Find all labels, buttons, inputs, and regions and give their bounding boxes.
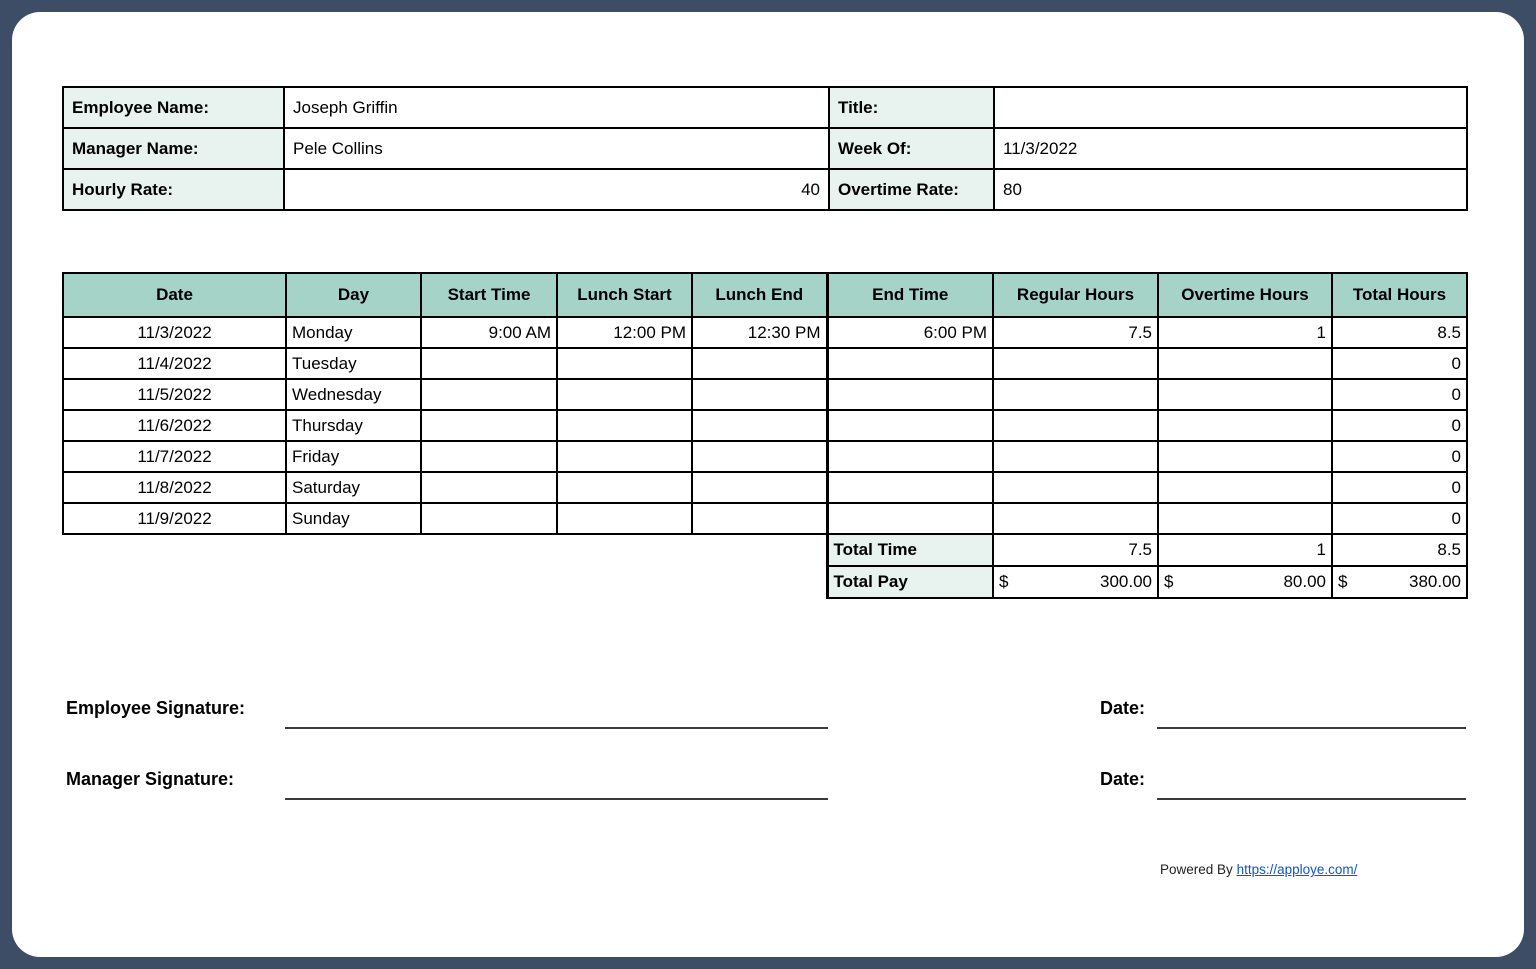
info-row-employee bbox=[63, 87, 1467, 128]
cell-lunch-start[interactable] bbox=[557, 472, 692, 503]
cell-total-hours: 0 bbox=[1332, 379, 1467, 410]
cell-day[interactable]: Thursday bbox=[286, 410, 421, 441]
cell-lunch-end[interactable] bbox=[692, 379, 827, 410]
cell-date[interactable]: 11/4/2022 bbox=[63, 348, 286, 379]
total-pay-regular bbox=[993, 566, 1158, 598]
employee-signature-label: Employee Signature: bbox=[66, 698, 246, 718]
amount: 300.00 bbox=[1100, 572, 1152, 591]
title-label: Title: bbox=[829, 87, 994, 128]
cell-day[interactable]: Monday bbox=[286, 317, 421, 348]
cell-day[interactable]: Saturday bbox=[286, 472, 421, 503]
header-end-time: End Time bbox=[827, 273, 993, 317]
header-day: Day bbox=[286, 273, 421, 317]
cell-start-time[interactable] bbox=[421, 410, 557, 441]
cell-regular-hours[interactable]: 7.5 bbox=[993, 317, 1158, 348]
manager-name-value[interactable]: Pele Collins bbox=[284, 128, 829, 169]
cell-total-hours: 0 bbox=[1332, 472, 1467, 503]
header-start-time: Start Time bbox=[421, 273, 557, 317]
cell-lunch-start[interactable] bbox=[557, 348, 692, 379]
spacer-cell bbox=[63, 566, 827, 598]
cell-regular-hours[interactable] bbox=[993, 472, 1158, 503]
currency-symbol: $ bbox=[1338, 572, 1348, 591]
week-of-value[interactable]: 11/3/2022 bbox=[994, 128, 1467, 169]
employee-name-label: Employee Name: bbox=[63, 87, 284, 128]
footer bbox=[1160, 862, 1357, 877]
cell-lunch-start[interactable] bbox=[557, 441, 692, 472]
cell-lunch-end[interactable] bbox=[692, 410, 827, 441]
cell-lunch-start[interactable] bbox=[557, 503, 692, 534]
cell-regular-hours[interactable] bbox=[993, 503, 1158, 534]
cell-regular-hours[interactable] bbox=[993, 379, 1158, 410]
employee-name-value[interactable]: Joseph Griffin bbox=[284, 87, 829, 128]
cell-overtime-hours[interactable] bbox=[1158, 472, 1332, 503]
cell-total-hours: 0 bbox=[1332, 348, 1467, 379]
cell-regular-hours[interactable] bbox=[993, 410, 1158, 441]
header-overtime-hours: Overtime Hours bbox=[1158, 273, 1332, 317]
amount: 80.00 bbox=[1283, 572, 1326, 591]
table-row-saturday bbox=[63, 472, 1467, 503]
cell-overtime-hours[interactable] bbox=[1158, 503, 1332, 534]
info-row-manager bbox=[63, 128, 1467, 169]
date-label-1: Date: bbox=[1100, 698, 1146, 718]
cell-lunch-start[interactable] bbox=[557, 410, 692, 441]
cell-end-time[interactable] bbox=[827, 441, 993, 472]
total-pay-row bbox=[63, 566, 1467, 598]
cell-end-time[interactable]: 6:00 PM bbox=[827, 317, 993, 348]
cell-lunch-end[interactable] bbox=[692, 472, 827, 503]
cell-end-time[interactable] bbox=[827, 379, 993, 410]
powered-by-text: Powered By bbox=[1160, 862, 1233, 877]
hourly-rate-label: Hourly Rate: bbox=[63, 169, 284, 210]
manager-signature-label: Manager Signature: bbox=[66, 769, 235, 789]
cell-start-time[interactable] bbox=[421, 348, 557, 379]
title-value[interactable] bbox=[994, 87, 1467, 128]
table-row-tuesday bbox=[63, 348, 1467, 379]
table-row-sunday bbox=[63, 503, 1467, 534]
total-time-row bbox=[63, 534, 1467, 566]
header-regular-hours: Regular Hours bbox=[993, 273, 1158, 317]
cell-total-hours: 0 bbox=[1332, 441, 1467, 472]
cell-date[interactable]: 11/7/2022 bbox=[63, 441, 286, 472]
cell-total-hours: 0 bbox=[1332, 503, 1467, 534]
header-date: Date bbox=[63, 273, 286, 317]
cell-day[interactable]: Tuesday bbox=[286, 348, 421, 379]
cell-day[interactable]: Sunday bbox=[286, 503, 421, 534]
cell-regular-hours[interactable] bbox=[993, 348, 1158, 379]
cell-end-time[interactable] bbox=[827, 503, 993, 534]
header-total-hours: Total Hours bbox=[1332, 273, 1467, 317]
cell-date[interactable]: 11/9/2022 bbox=[63, 503, 286, 534]
manager-signature-line[interactable] bbox=[285, 778, 828, 800]
cell-start-time[interactable] bbox=[421, 472, 557, 503]
employee-signature-line[interactable] bbox=[285, 707, 828, 729]
table-row-thursday bbox=[63, 410, 1467, 441]
spacer-cell bbox=[63, 534, 827, 566]
cell-overtime-hours[interactable]: 1 bbox=[1158, 317, 1332, 348]
cell-date[interactable]: 11/8/2022 bbox=[63, 472, 286, 503]
date-line-1[interactable] bbox=[1157, 707, 1466, 729]
cell-lunch-start[interactable]: 12:00 PM bbox=[557, 317, 692, 348]
cell-regular-hours[interactable] bbox=[993, 441, 1158, 472]
week-of-label: Week Of: bbox=[829, 128, 994, 169]
table-row-wednesday bbox=[63, 379, 1467, 410]
info-row-rates bbox=[63, 169, 1467, 210]
cell-total-hours: 8.5 bbox=[1332, 317, 1467, 348]
total-time-total: 8.5 bbox=[1332, 534, 1467, 566]
total-time-regular: 7.5 bbox=[993, 534, 1158, 566]
cell-overtime-hours[interactable] bbox=[1158, 441, 1332, 472]
cell-end-time[interactable] bbox=[827, 410, 993, 441]
cell-lunch-end[interactable]: 12:30 PM bbox=[692, 317, 827, 348]
currency-symbol: $ bbox=[1164, 572, 1174, 591]
header-lunch-start: Lunch Start bbox=[557, 273, 692, 317]
cell-lunch-end[interactable] bbox=[692, 348, 827, 379]
header-lunch-end: Lunch End bbox=[692, 273, 827, 317]
cell-date[interactable]: 11/6/2022 bbox=[63, 410, 286, 441]
cell-total-hours: 0 bbox=[1332, 410, 1467, 441]
currency-symbol: $ bbox=[999, 572, 1009, 591]
total-pay-label: Total Pay bbox=[827, 566, 993, 598]
hourly-rate-value[interactable]: 40 bbox=[284, 169, 829, 210]
table-row-friday bbox=[63, 441, 1467, 472]
cell-lunch-end[interactable] bbox=[692, 441, 827, 472]
total-pay-total bbox=[1332, 566, 1467, 598]
cell-lunch-start[interactable] bbox=[557, 379, 692, 410]
cell-start-time[interactable] bbox=[421, 503, 557, 534]
employee-info-table bbox=[62, 86, 1468, 211]
timesheet-document bbox=[12, 12, 1524, 957]
cell-date[interactable]: 11/5/2022 bbox=[63, 379, 286, 410]
cell-overtime-hours[interactable] bbox=[1158, 348, 1332, 379]
cell-end-time[interactable] bbox=[827, 472, 993, 503]
cell-day[interactable]: Friday bbox=[286, 441, 421, 472]
table-row-monday bbox=[63, 317, 1467, 348]
total-time-label: Total Time bbox=[827, 534, 993, 566]
date-line-2[interactable] bbox=[1157, 778, 1466, 800]
total-time-overtime: 1 bbox=[1158, 534, 1332, 566]
amount: 380.00 bbox=[1409, 572, 1461, 591]
cell-day[interactable]: Wednesday bbox=[286, 379, 421, 410]
cell-overtime-hours[interactable] bbox=[1158, 379, 1332, 410]
total-pay-overtime bbox=[1158, 566, 1332, 598]
cell-start-time[interactable] bbox=[421, 441, 557, 472]
cell-overtime-hours[interactable] bbox=[1158, 410, 1332, 441]
date-label-2: Date: bbox=[1100, 769, 1146, 789]
cell-end-time[interactable] bbox=[827, 348, 993, 379]
cell-lunch-end[interactable] bbox=[692, 503, 827, 534]
overtime-rate-label: Overtime Rate: bbox=[829, 169, 994, 210]
timesheet-header-row bbox=[63, 273, 1467, 317]
manager-name-label: Manager Name: bbox=[63, 128, 284, 169]
overtime-rate-value[interactable]: 80 bbox=[994, 169, 1467, 210]
timesheet-table bbox=[62, 272, 1468, 599]
cell-date[interactable]: 11/3/2022 bbox=[63, 317, 286, 348]
cell-start-time[interactable] bbox=[421, 379, 557, 410]
cell-start-time[interactable]: 9:00 AM bbox=[421, 317, 557, 348]
apploye-link[interactable]: https://apploye.com/ bbox=[1236, 862, 1358, 877]
